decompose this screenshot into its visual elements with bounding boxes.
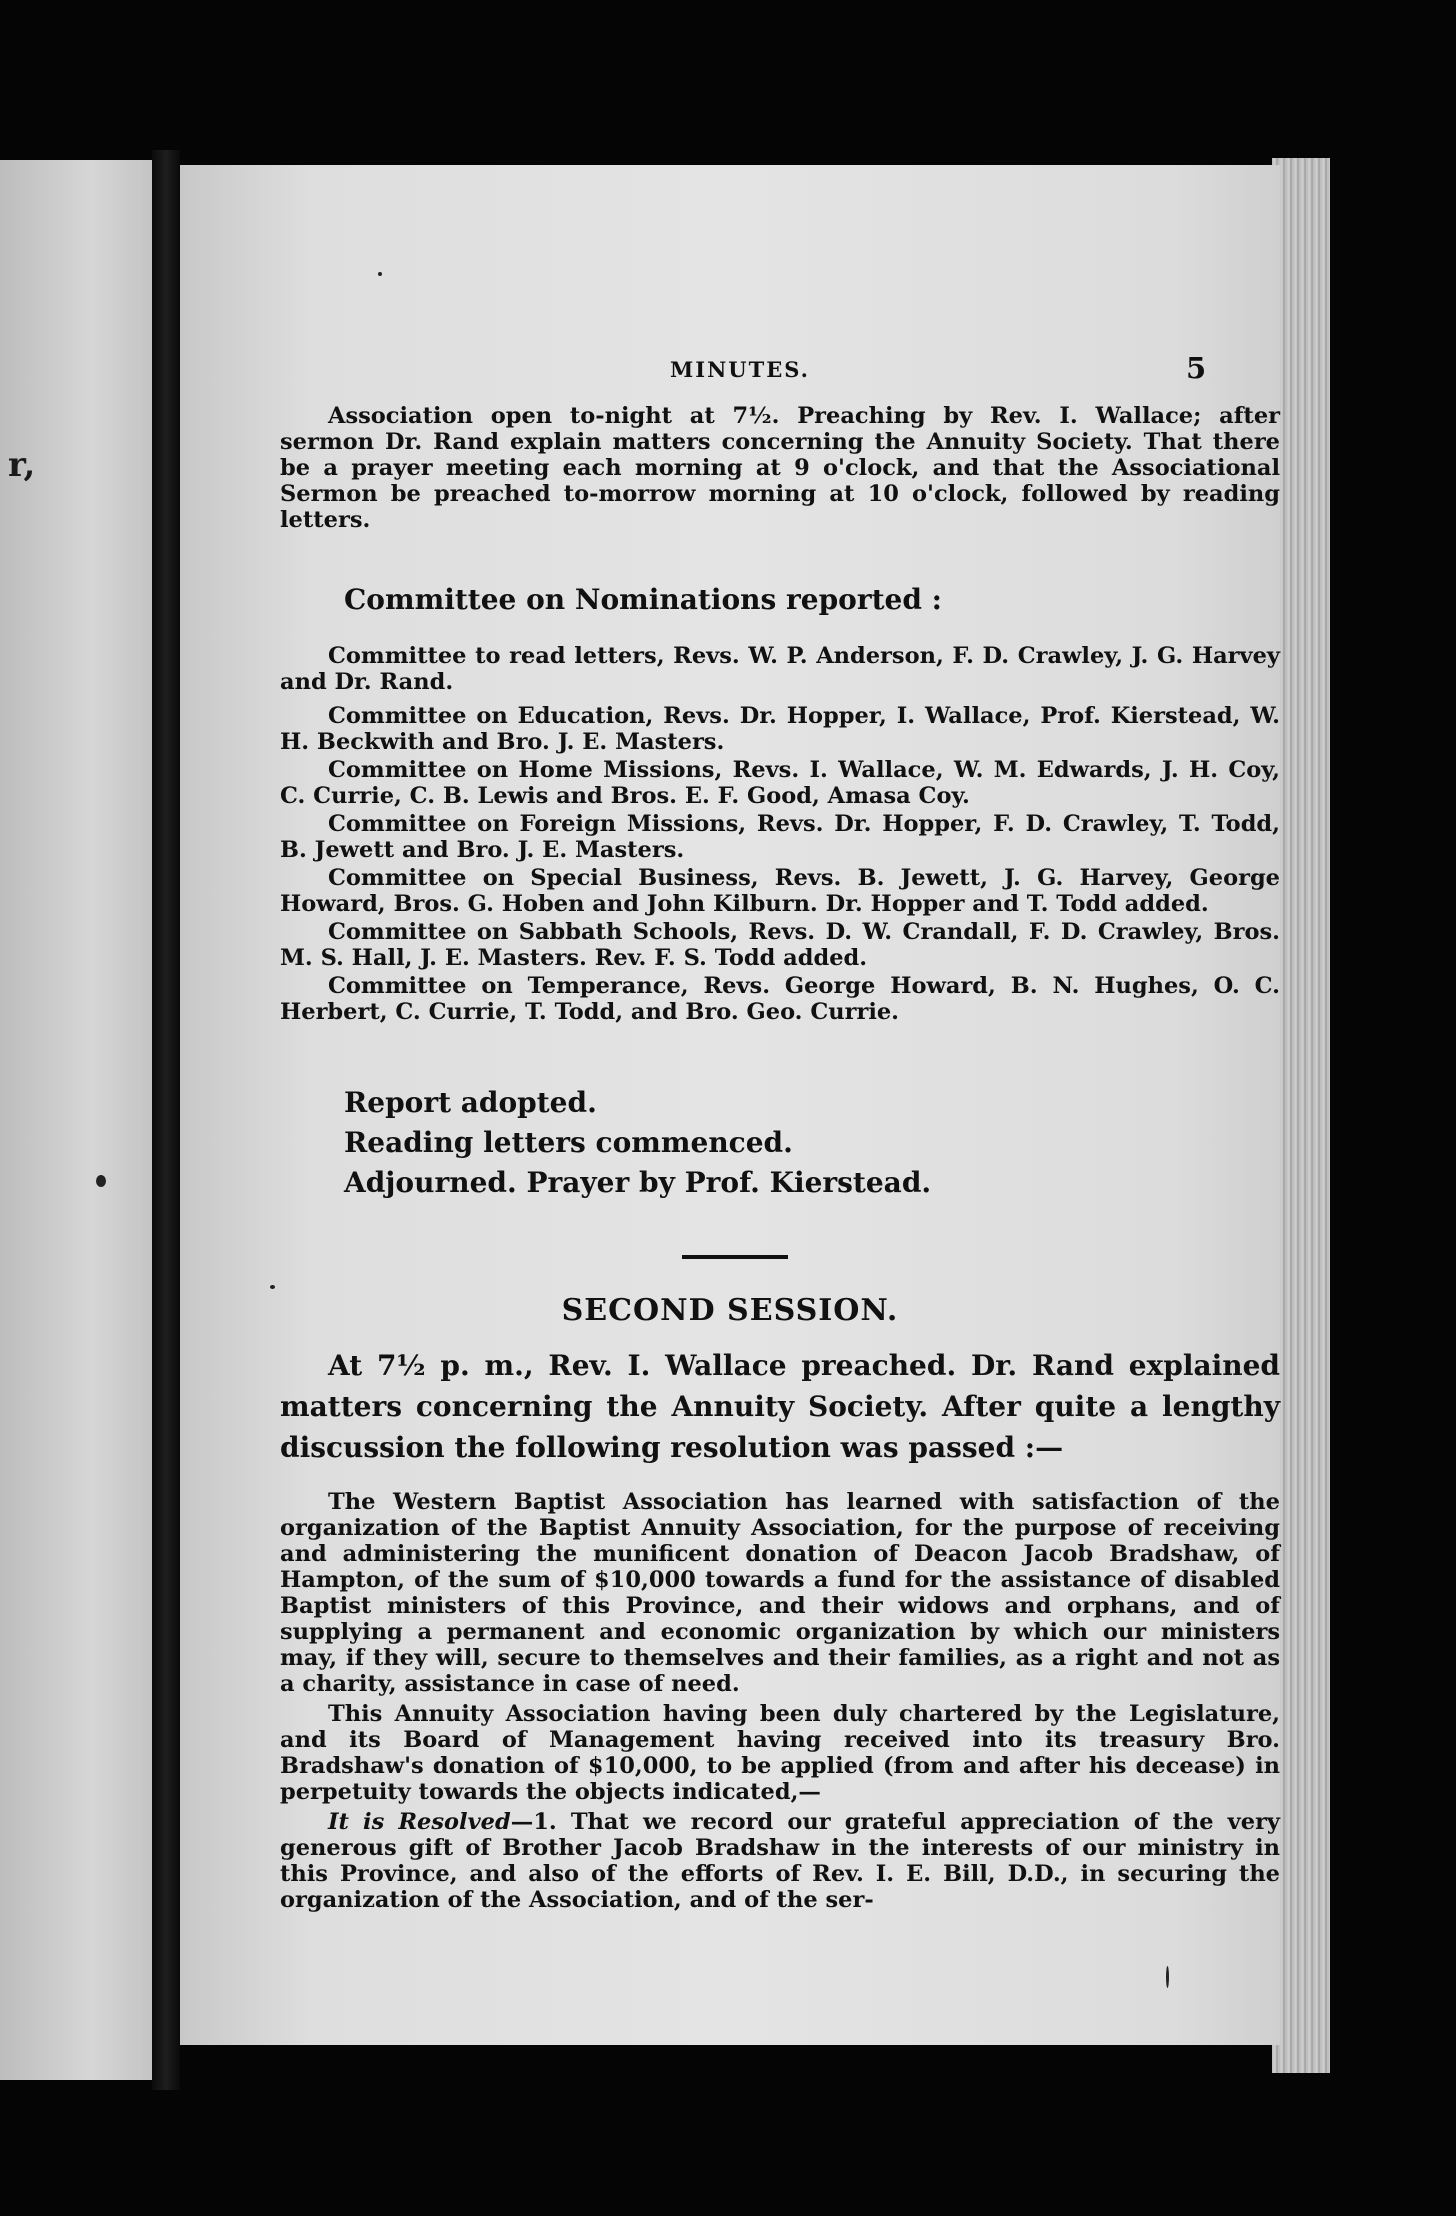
resolution-paragraph: This Annuity Association having been duly chartered by the Legislature, and its Board of Management having received into its treasury Bro. Bradshaw's donation of $10,000, to be applied (from and after his decease) in perpetuity towards the objects indicated,— [280,1701,1280,1805]
action-line: Reading letters commenced. [344,1126,793,1159]
action-line: Adjourned. Prayer by Prof. Kierstead. [344,1166,932,1199]
resolution-block [280,1489,1280,1913]
scan-speckle [378,272,382,276]
nominations-heading-block [344,583,1274,616]
resolution-paragraph: The Western Baptist Association has learned with satisfaction of the organization of the Baptist Annuity Association, for the purpose of receiving and administering the munificent donation of Deacon Jacob Bradshaw, of Hampton, of the sum of $10,000 towards a fund for the assistance of disabled Baptist ministers of this Province, and their widows and orphans, and of supplying a permanent and economic organization by which our ministers may, if they will, secure to themselves and their families, as a right and not as a charity, assistance in case of need. [280,1489,1280,1697]
resolved-text: —1. That we record our grateful appreciation of the very generous gift of Brother Jacob Bradshaw in the interests of our ministry in this Province, and also of the efforts of Rev. I. E. Bill, D.D., in securing the organization of the Association, and of the ser- [280,1809,1281,1913]
scan-speckle [96,1175,106,1187]
committee-item: Committee on Temperance, Revs. George Howard, B. N. Hughes, O. C. Herbert, C. Currie, T. Todd, and Bro. Geo. Currie. [280,973,1280,1025]
adjacent-page-text: r, [8,445,36,485]
book-gutter [152,150,180,2090]
actions-block [344,1083,1274,1203]
section-divider [682,1255,788,1259]
adjacent-page [0,160,152,2080]
page-text [180,165,1280,2045]
intro-paragraph: Association open to-night at 7½. Preaching by Rev. I. Wallace; after sermon Dr. Rand explain matters concerning the Annuity Society. That there be a prayer meeting each morning at 9 o'clock, and that the Associational Sermon be preached to-morrow morning at 10 o'clock, followed by reading letters. [280,403,1280,533]
scan-speckle [1166,1966,1169,1988]
committee-item: Committee to read letters, Revs. W. P. Anderson, F. D. Crawley, J. G. Harvey and Dr. Rand. [280,643,1280,695]
committee-item: Committee on Sabbath Schools, Revs. D. W. Crandall, F. D. Crawley, Bros. M. S. Hall, J. E. Masters. Rev. F. S. Todd added. [280,919,1280,971]
book-page [180,165,1280,2045]
committee-item: Committee on Special Business, Revs. B. Jewett, J. G. Harvey, George Howard, Bros. G. Hoben and John Kilburn. Dr. Hopper and T. Todd added. [280,865,1280,917]
committee-item: Committee on Education, Revs. Dr. Hopper, I. Wallace, Prof. Kierstead, W. H. Beckwith and Bro. J. E. Masters. [280,703,1280,755]
running-head: MINUTES. [670,357,810,382]
committee-item: Committee on Home Missions, Revs. I. Wallace, W. M. Edwards, J. H. Coy, C. Currie, C. B. Lewis and Bros. E. F. Good, Amasa Coy. [280,757,1280,809]
intro-block [280,403,1280,533]
page-number: 5 [1186,351,1207,385]
session-opening: At 7½ p. m., Rev. I. Wallace preached. Dr. Rand explained matters concerning the Annuity Society. After quite a lengthy discussion the following resolution was passed :— [280,1349,1280,1464]
resolved-paragraph [280,1809,1280,1913]
nominations-heading: Committee on Nominations reported : [344,583,943,616]
session-title: SECOND SESSION. [561,1293,899,1328]
scan-speckle [270,1285,275,1289]
session-opening-block [280,1345,1280,1468]
committee-item: Committee on Foreign Missions, Revs. Dr. Hopper, F. D. Crawley, T. Todd, B. Jewett and Bro. J. E. Masters. [280,811,1280,863]
action-line: Report adopted. [344,1086,597,1119]
resolved-label: It is Resolved [328,1809,511,1835]
committee-list [280,643,1280,1025]
page-edges [1272,158,1330,2073]
